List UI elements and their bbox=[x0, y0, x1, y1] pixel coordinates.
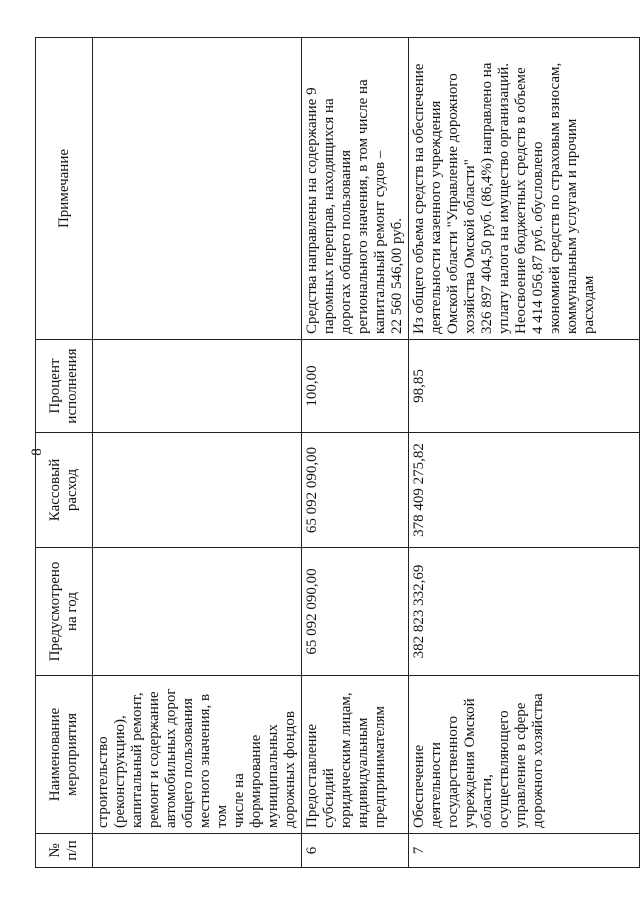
row-num: 6 bbox=[302, 834, 409, 868]
table-row bbox=[302, 38, 409, 868]
col-header-percent: Процент исполнения bbox=[36, 340, 93, 433]
col-header-name: Наименование мероприятия bbox=[36, 676, 93, 834]
row-percent bbox=[93, 340, 302, 433]
budget-execution-table bbox=[35, 37, 640, 868]
table-row bbox=[93, 38, 302, 868]
row-planned: 382 823 332,69 bbox=[409, 548, 640, 676]
row-name: Предоставление субсидий юридическим лицам, индивидуальным предпринимателям bbox=[302, 676, 409, 834]
row-cash: 378 409 275,82 bbox=[409, 433, 640, 548]
col-header-note: Примечание bbox=[36, 38, 93, 340]
row-planned bbox=[93, 548, 302, 676]
col-header-planned: Предусмотрено на год bbox=[36, 548, 93, 676]
row-cash: 65 092 090,00 bbox=[302, 433, 409, 548]
col-header-cash: Кассовый расход bbox=[36, 433, 93, 548]
col-header-num: № п/п bbox=[36, 834, 93, 868]
row-note bbox=[93, 38, 302, 340]
row-note: Из общего объема средств на обеспечение деятельности казенного учреждения Омской области "Управление дорожного хозяйства Омской области" 326 897 404,50 руб. (86,4%) направлено на уплату налога на имущество организаций. Неосвоение бюджетных средств в объеме 4 414 056,87 руб. обусловлено экономией средств по страховым взносам, коммунальным услугам и прочим расходам bbox=[409, 38, 640, 340]
row-name: Обеспечение деятельности государственного учреждения Омской области, осуществляющего управление в сфере дорожного хозяйства bbox=[409, 676, 640, 834]
row-percent: 100,00 bbox=[302, 340, 409, 433]
row-cash bbox=[93, 433, 302, 548]
table-header-row bbox=[36, 38, 93, 868]
row-name: строительство (реконструкцию), капитальный ремонт, ремонт и содержание автомобильных дорог общего пользования местного значения, в том числе на формирование муниципальных дорожных фондов bbox=[93, 676, 302, 834]
row-num bbox=[93, 834, 302, 868]
row-note: Средства направлены на содержание 9 паромных переправ, находящихся на дорогах общего пользования регионального значения, в том числе на капитальный ремонт судов – 22 560 546,00 руб. bbox=[302, 38, 409, 340]
row-num: 7 bbox=[409, 834, 640, 868]
row-percent: 98,85 bbox=[409, 340, 640, 433]
page-number: 8 bbox=[29, 448, 45, 456]
table-row bbox=[409, 38, 640, 868]
row-planned: 65 092 090,00 bbox=[302, 548, 409, 676]
